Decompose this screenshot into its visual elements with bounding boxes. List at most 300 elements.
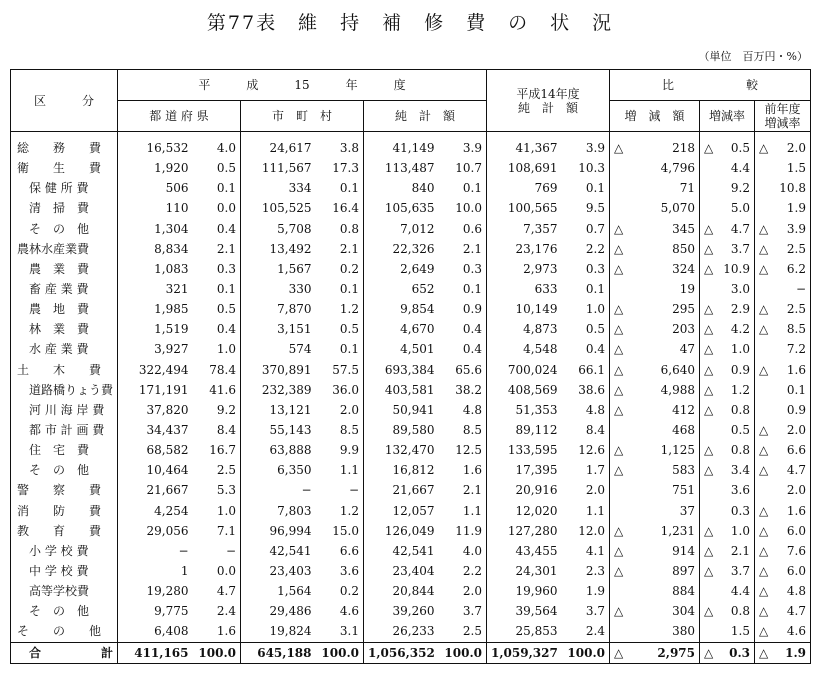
decrease-mark: △	[614, 523, 624, 538]
cell-net-r: 2.1	[462, 483, 482, 498]
cell-rate	[700, 158, 755, 178]
cell-muni-r: 2.1	[339, 241, 359, 256]
cell-prev	[755, 360, 811, 380]
cell-pref: 1	[118, 561, 193, 581]
cell-value: 380	[672, 624, 695, 639]
cell-h14-r: 12.0	[578, 523, 605, 538]
cell-rate	[700, 621, 755, 642]
cell-prev	[755, 561, 811, 581]
row-label: 小 学 校 費	[11, 541, 118, 561]
cell-rate	[700, 521, 755, 541]
cell-net: 50,941	[364, 400, 439, 420]
cell-value: 468	[672, 423, 695, 438]
cell-muni: 334	[241, 178, 316, 198]
header-h14-line2: 純 計 額	[517, 100, 578, 115]
cell-value: 583	[672, 463, 695, 478]
cell-muni: 574	[241, 339, 316, 359]
cell-h14: 20,916	[487, 480, 562, 500]
cell-h14: 133,595	[487, 440, 562, 460]
cell-h14-r: 0.4	[585, 342, 605, 357]
cell-diff	[610, 360, 700, 380]
decrease-mark: △	[704, 564, 714, 579]
cell-net: 22,326	[364, 239, 439, 259]
decrease-mark: △	[704, 543, 714, 558]
cell-muni-r: 4.6	[339, 604, 359, 619]
cell-net-r: 0.6	[462, 221, 482, 236]
cell-pref-r: −	[225, 543, 236, 558]
table-row	[11, 380, 811, 400]
cell-h14-r: 2.0	[585, 483, 605, 498]
cell-muni: 105,525	[241, 198, 316, 218]
cell-muni: 7,870	[241, 299, 316, 319]
cell-value: 5.0	[730, 201, 750, 216]
cell-pref: 1,083	[118, 259, 193, 279]
decrease-mark: △	[704, 443, 714, 458]
cell-h14: 127,280	[487, 521, 562, 541]
cell-value: 4.7	[786, 604, 807, 619]
cell-value: 0.8	[730, 604, 750, 619]
cell-h14: 12,020	[487, 501, 562, 521]
cell-value: 4.7	[730, 221, 750, 236]
cell-value: 3.4	[730, 463, 750, 478]
cell-net-r: 100.0	[439, 642, 487, 663]
decrease-mark: △	[759, 423, 769, 438]
decrease-mark: △	[759, 362, 769, 377]
cell-value: 5,070	[660, 201, 695, 216]
cell-pref-r: 8.4	[216, 423, 236, 438]
decrease-mark: △	[759, 624, 769, 639]
cell-pref: 1,920	[118, 158, 193, 178]
cell-rate	[700, 259, 755, 279]
cell-rate	[700, 380, 755, 400]
cell-diff	[610, 299, 700, 319]
table-body	[11, 132, 811, 664]
cell-prev	[755, 440, 811, 460]
cell-net-r: 4.8	[462, 402, 482, 417]
table-row	[11, 460, 811, 480]
cell-net-r: 0.3	[462, 261, 482, 276]
cell-net: 4,670	[364, 319, 439, 339]
cell-rate	[700, 339, 755, 359]
decrease-mark: △	[614, 221, 624, 236]
decrease-mark: △	[759, 141, 769, 156]
decrease-mark: △	[704, 382, 714, 397]
cell-muni-r: 0.2	[339, 261, 359, 276]
cell-value: 1.0	[730, 523, 750, 538]
cell-prev	[755, 319, 811, 339]
cell-net-r: 2.0	[462, 584, 482, 599]
cell-net-r: 11.9	[455, 523, 482, 538]
header-prev-rate	[755, 101, 811, 132]
cell-rate	[700, 279, 755, 299]
decrease-mark: △	[704, 141, 714, 156]
decrease-mark: △	[614, 564, 624, 579]
cell-value: 4.4	[730, 161, 750, 176]
cell-muni-r: 0.5	[339, 322, 359, 337]
cell-muni-r: 17.3	[332, 161, 359, 176]
cell-muni: 6,350	[241, 460, 316, 480]
cell-h14-r: 0.1	[585, 181, 605, 196]
cell-value: 295	[672, 302, 695, 317]
cell-net-r: 3.7	[462, 604, 482, 619]
cell-net-r: 2.5	[462, 624, 482, 639]
decrease-mark: △	[704, 645, 714, 660]
cell-pref-r: 9.2	[216, 402, 236, 417]
table-row	[11, 440, 811, 460]
cell-muni: 1,564	[241, 581, 316, 601]
row-label: そ の 他	[11, 621, 118, 642]
row-label: 農 業 費	[11, 259, 118, 279]
cell-pref: 322,494	[118, 360, 193, 380]
cell-pref-r: 0.5	[216, 302, 236, 317]
header-comparison: 比 較	[610, 70, 811, 101]
cell-value: 914	[672, 543, 695, 558]
cell-value: 6.6	[786, 443, 807, 458]
cell-value: 8.5	[786, 322, 807, 337]
cell-muni-r: 36.0	[332, 382, 359, 397]
cell-value: 4.8	[786, 584, 807, 599]
header-h14	[487, 70, 610, 132]
cell-value: 1.6	[786, 503, 807, 518]
cell-value: 0.5	[730, 141, 750, 156]
cell-h14-r: 3.7	[585, 604, 605, 619]
decrease-mark: △	[759, 443, 769, 458]
cell-net-r: 38.2	[455, 382, 482, 397]
cell-prev	[755, 460, 811, 480]
cell-value: 6.0	[786, 564, 807, 579]
decrease-mark: △	[614, 382, 624, 397]
cell-value: 2,975	[657, 645, 695, 660]
cell-muni-r: 1.2	[339, 503, 359, 518]
cell-h14: 2,973	[487, 259, 562, 279]
row-label: 教 育 費	[11, 521, 118, 541]
cell-h14: 1,059,327	[487, 642, 562, 663]
cell-rate	[700, 420, 755, 440]
cell-muni-r: 8.5	[339, 423, 359, 438]
cell-rate	[700, 360, 755, 380]
cell-pref: 34,437	[118, 420, 193, 440]
cell-net-r: 0.9	[462, 302, 482, 317]
table-row	[11, 132, 811, 159]
cell-pref: 411,165	[118, 642, 193, 663]
cell-pref: 171,191	[118, 380, 193, 400]
decrease-mark: △	[704, 221, 714, 236]
cell-value: 4,796	[660, 161, 695, 176]
cell-pref: 3,927	[118, 339, 193, 359]
decrease-mark: △	[704, 523, 714, 538]
cell-h14-r: 10.3	[578, 161, 605, 176]
cell-muni: 645,188	[241, 642, 316, 663]
cell-value: 71	[679, 181, 695, 196]
cell-diff	[610, 259, 700, 279]
cell-net-r: 0.4	[462, 342, 482, 357]
cell-h14: 10,149	[487, 299, 562, 319]
cell-pref-r: 2.1	[216, 241, 236, 256]
row-label: 農林水産業費	[11, 239, 118, 259]
cell-pref-r: 0.3	[216, 261, 236, 276]
cell-rate	[700, 319, 755, 339]
cell-h14: 633	[487, 279, 562, 299]
header-prev-rate-line1: 前年度	[764, 102, 801, 116]
header-change-rate: 増減率	[700, 101, 755, 132]
cell-value: 412	[672, 402, 695, 417]
cell-rate	[700, 132, 755, 159]
cell-net-r: 0.1	[462, 282, 482, 297]
cell-h14-r: 2.2	[585, 241, 605, 256]
cell-h14: 4,548	[487, 339, 562, 359]
cell-net-r: 2.2	[462, 564, 482, 579]
cell-value: 2.0	[786, 141, 807, 156]
cell-pref-r: 4.0	[216, 141, 236, 156]
cell-h14-r: 1.1	[585, 503, 605, 518]
decrease-mark: △	[704, 241, 714, 256]
decrease-mark: △	[704, 342, 714, 357]
table-row	[11, 259, 811, 279]
cell-net: 105,635	[364, 198, 439, 218]
cell-pref-r: 2.4	[216, 604, 236, 619]
cell-value: 0.3	[730, 503, 750, 518]
table-row	[11, 521, 811, 541]
cell-value: 2.0	[786, 423, 807, 438]
decrease-mark: △	[759, 241, 769, 256]
cell-h14-r: 0.3	[585, 261, 605, 276]
cell-h14-r: 4.8	[585, 402, 605, 417]
cell-prev	[755, 541, 811, 561]
cell-pref-r: 0.0	[216, 564, 236, 579]
cell-net-r: 1.1	[462, 503, 482, 518]
cell-muni-r: 9.9	[339, 443, 359, 458]
table-row	[11, 420, 811, 440]
cell-pref: 110	[118, 198, 193, 218]
cell-h14: 100,565	[487, 198, 562, 218]
cell-value: 751	[672, 483, 695, 498]
row-label: 河 川 海 岸 費	[11, 400, 118, 420]
cell-value: 884	[672, 584, 695, 599]
decrease-mark: △	[704, 463, 714, 478]
cell-net: 4,501	[364, 339, 439, 359]
cell-net-r: 0.4	[462, 322, 482, 337]
row-label: 清 掃 費	[11, 198, 118, 218]
cell-value: 3.7	[730, 241, 750, 256]
decrease-mark: △	[759, 604, 769, 619]
cell-muni-r: 0.1	[339, 342, 359, 357]
cell-muni-r: 1.2	[339, 302, 359, 317]
cell-prev	[755, 521, 811, 541]
cell-prev	[755, 339, 811, 359]
cell-value: 0.5	[730, 423, 750, 438]
cell-h14: 24,301	[487, 561, 562, 581]
cell-value: 19	[679, 282, 695, 297]
cell-pref-r: 0.1	[216, 282, 236, 297]
cell-pref: 6,408	[118, 621, 193, 642]
cell-value: 6.0	[786, 523, 807, 538]
cell-muni-r: 3.6	[339, 564, 359, 579]
cell-diff	[610, 380, 700, 400]
cell-net: 39,260	[364, 601, 439, 621]
cell-value: −	[795, 282, 807, 297]
cell-diff	[610, 339, 700, 359]
cell-rate	[700, 239, 755, 259]
row-label: そ の 他	[11, 601, 118, 621]
cell-muni-r: 0.1	[339, 181, 359, 196]
cell-pref-r: 7.1	[216, 523, 236, 538]
row-label: 農 地 費	[11, 299, 118, 319]
header-category: 区 分	[11, 70, 118, 132]
cell-value: 1.0	[730, 342, 750, 357]
cell-value: 897	[672, 564, 695, 579]
cell-muni: 24,617	[241, 132, 316, 159]
row-label: 道路橋りょう費	[11, 380, 118, 400]
cell-net: 126,049	[364, 521, 439, 541]
cell-muni-r: 16.4	[332, 201, 359, 216]
cell-pref: 68,582	[118, 440, 193, 460]
row-label: 住 宅 費	[11, 440, 118, 460]
decrease-mark: △	[614, 241, 624, 256]
cell-diff	[610, 400, 700, 420]
decrease-mark: △	[704, 604, 714, 619]
cell-h14: 108,691	[487, 158, 562, 178]
cell-pref: 37,820	[118, 400, 193, 420]
cell-value: 3.9	[786, 221, 807, 236]
table-row	[11, 360, 811, 380]
cell-prev	[755, 279, 811, 299]
table-row	[11, 561, 811, 581]
cell-h14-r: 38.6	[578, 382, 605, 397]
cell-diff	[610, 581, 700, 601]
cell-prev	[755, 581, 811, 601]
cell-value: 324	[672, 261, 695, 276]
cell-net: 16,812	[364, 460, 439, 480]
cell-pref-r: 16.7	[209, 443, 236, 458]
cell-rate	[700, 480, 755, 500]
decrease-mark: △	[704, 362, 714, 377]
cell-value: 1.9	[785, 645, 807, 660]
decrease-mark: △	[614, 302, 624, 317]
decrease-mark: △	[704, 302, 714, 317]
cell-muni: 63,888	[241, 440, 316, 460]
cell-value: 0.8	[730, 443, 750, 458]
cell-prev	[755, 501, 811, 521]
cell-muni-r: 6.6	[339, 543, 359, 558]
cell-rate	[700, 561, 755, 581]
cell-pref: 9,775	[118, 601, 193, 621]
cell-net: 9,854	[364, 299, 439, 319]
table-row	[11, 339, 811, 359]
cell-pref: 21,667	[118, 480, 193, 500]
cell-prev	[755, 621, 811, 642]
cell-diff	[610, 521, 700, 541]
cell-net-r: 0.1	[462, 181, 482, 196]
table-row	[11, 299, 811, 319]
maintenance-cost-table	[10, 69, 811, 664]
cell-value: 10.8	[779, 181, 807, 196]
cell-net: 132,470	[364, 440, 439, 460]
cell-value: 2.5	[786, 302, 807, 317]
cell-rate	[700, 642, 755, 663]
cell-diff	[610, 561, 700, 581]
cell-muni-r: 0.2	[339, 584, 359, 599]
row-label: 保 健 所 費	[11, 178, 118, 198]
cell-rate	[700, 219, 755, 239]
cell-h14-r: 4.1	[585, 543, 605, 558]
cell-net-r: 2.1	[462, 241, 482, 256]
cell-diff	[610, 219, 700, 239]
cell-net: 41,149	[364, 132, 439, 159]
cell-diff	[610, 319, 700, 339]
cell-diff	[610, 480, 700, 500]
table-row	[11, 198, 811, 218]
cell-net-r: 12.5	[455, 443, 482, 458]
cell-muni: 111,567	[241, 158, 316, 178]
cell-prev	[755, 400, 811, 420]
cell-value: 1.6	[786, 362, 807, 377]
cell-value: 0.8	[730, 402, 750, 417]
cell-muni-r: 3.1	[339, 624, 359, 639]
decrease-mark: △	[614, 342, 624, 357]
cell-net-r: 10.7	[455, 161, 482, 176]
table-row	[11, 581, 811, 601]
cell-rate	[700, 541, 755, 561]
cell-h14-r: 1.0	[585, 302, 605, 317]
cell-muni-r: 1.1	[339, 463, 359, 478]
cell-muni: 7,803	[241, 501, 316, 521]
decrease-mark: △	[614, 463, 624, 478]
cell-diff	[610, 239, 700, 259]
cell-h14: 89,112	[487, 420, 562, 440]
cell-muni: 29,486	[241, 601, 316, 621]
decrease-mark: △	[759, 302, 769, 317]
cell-diff	[610, 440, 700, 460]
cell-pref: 8,834	[118, 239, 193, 259]
decrease-mark: △	[614, 362, 624, 377]
cell-value: 9.2	[730, 181, 750, 196]
row-label: 合 計	[11, 642, 118, 663]
cell-h14: 51,353	[487, 400, 562, 420]
cell-net: 7,012	[364, 219, 439, 239]
cell-pref-r: 2.5	[216, 463, 236, 478]
cell-net: 1,056,352	[364, 642, 439, 663]
cell-muni-r: 57.5	[332, 362, 359, 377]
cell-h14-r: 0.1	[585, 282, 605, 297]
decrease-mark: △	[759, 645, 769, 660]
cell-muni: −	[241, 480, 316, 500]
decrease-mark: △	[614, 645, 624, 660]
cell-value: 0.1	[786, 382, 807, 397]
cell-net: 840	[364, 178, 439, 198]
cell-prev	[755, 239, 811, 259]
cell-pref-r: 0.4	[216, 322, 236, 337]
cell-h14-r: 2.4	[585, 624, 605, 639]
cell-prev	[755, 178, 811, 198]
decrease-mark: △	[759, 221, 769, 236]
table-row	[11, 319, 811, 339]
cell-rate	[700, 299, 755, 319]
header-h14-line1: 平成14年度	[516, 86, 580, 101]
cell-pref-r: 1.0	[216, 342, 236, 357]
cell-prev	[755, 198, 811, 218]
cell-h14: 43,455	[487, 541, 562, 561]
cell-pref-r: 100.0	[193, 642, 241, 663]
cell-value: 304	[672, 604, 695, 619]
cell-value: 10.9	[723, 261, 750, 276]
cell-muni: 13,492	[241, 239, 316, 259]
cell-muni-r: 0.1	[339, 282, 359, 297]
table-row	[11, 501, 811, 521]
cell-h14: 17,395	[487, 460, 562, 480]
header-net-total: 純 計 額	[364, 101, 487, 132]
cell-value: 6,640	[660, 362, 695, 377]
decrease-mark: △	[614, 543, 624, 558]
